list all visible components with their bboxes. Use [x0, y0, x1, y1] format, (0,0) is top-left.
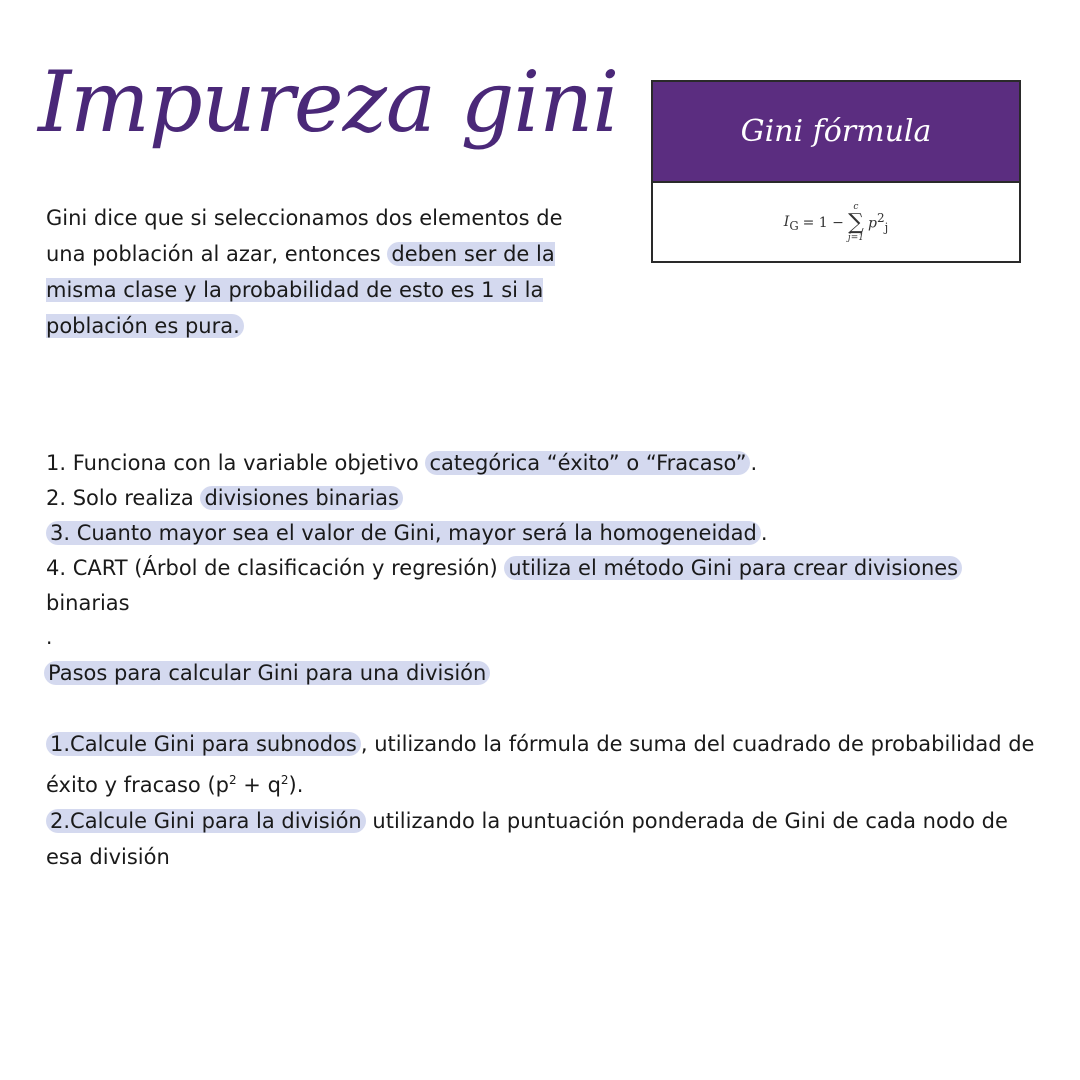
- list-item: 1. Funciona con la variable objetivo categórica “éxito” o “Fracaso” .: [46, 451, 758, 475]
- formula-term: $p^2_j$: [867, 211, 889, 235]
- list-item: 2. Solo realiza divisiones binarias: [46, 481, 1036, 516]
- intro-paragraph: Gini dice que si seleccionamos dos elementos de una población al azar, entonces deben ser de la misma clase y la probabilidad de esto es 1 si la población es pura.: [46, 206, 563, 338]
- steps-list: [46, 726, 1046, 875]
- steps-title: Pasos para calcular Gini para una división: [44, 656, 490, 690]
- page-title: Impureza gini: [38, 53, 619, 151]
- stray-dot: .: [46, 625, 53, 649]
- properties-list: [46, 446, 1036, 621]
- summation-symbol: c ∑ j=1: [847, 202, 864, 243]
- highlight: deben ser de la misma clase y la probabilidad de esto es 1 si la población es pura.: [46, 242, 555, 338]
- list-item: 1.Calcule Gini para subnodos , utilizando la fórmula de suma del cuadrado de probabilidad de éxito y fracaso $(p^2 + q^2)$.: [46, 732, 1035, 797]
- formula-eq: = 1 −: [802, 215, 844, 231]
- formula-box-header: Gini fórmula: [653, 82, 1019, 183]
- list-item: 3. Cuanto mayor sea el valor de Gini, mayor será la homogeneidad .: [46, 516, 1036, 551]
- formula-body: [653, 183, 1019, 263]
- formula-lhs: $I_G$: [783, 213, 799, 233]
- list-item: 4. CART (Árbol de clasificación y regresión) utiliza el método Gini para crear divisiones binarias: [46, 551, 1036, 621]
- list-item: 2.Calcule Gini para la división utilizando la puntuación ponderada de Gini de cada nodo de esa división: [46, 809, 1008, 869]
- gini-formula-box: [651, 80, 1021, 263]
- gini-formula: [784, 203, 888, 243]
